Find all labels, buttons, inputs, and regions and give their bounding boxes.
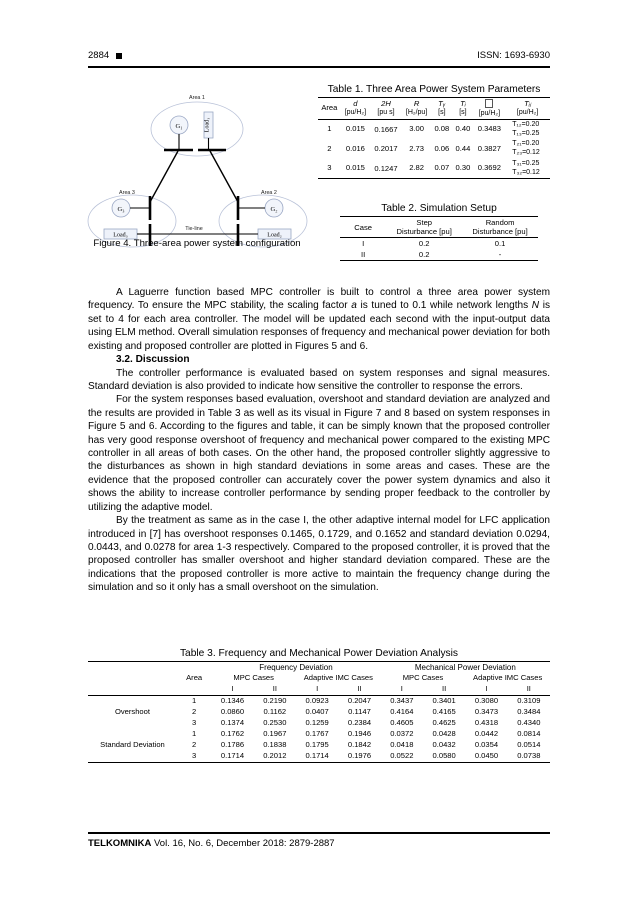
t3-cell: 0.0372 xyxy=(390,729,414,739)
table-row xyxy=(340,238,538,250)
paragraph-4: By the treatment as same as in the case I, the other adaptive internal model for LFC application introduced in [7] has overshoot responses 0.1465, 0.1729, and 0.1652 and standard deviation 0.0294, 0.0443, and 0.0278 for area 1-3 respectively. Compared to the proposed controller, it is proved that the proposed controller has smaller overshoot and higher standard deviation compared. These are the indications that the proposed controller is more active to maintain the frequency change during the simulation and so it only has a small overshoot on the simulation. xyxy=(88,515,550,594)
t3-spacer-5 xyxy=(177,684,211,695)
t3-cell: 0.2047 xyxy=(347,696,372,706)
t3-cell: 0.0432 xyxy=(432,740,456,750)
t3-group-frequency: Frequency Deviation xyxy=(211,662,380,674)
t1-r: 2.82 xyxy=(402,159,431,179)
t1-tg: 0.06 xyxy=(434,143,450,153)
t3-cell: 0.1976 xyxy=(338,751,380,762)
t1-tie: T₂₁=0.20 T₂₃=0.12 xyxy=(512,140,540,157)
load-2-label: Load₂ xyxy=(267,232,282,239)
area-1-boundary xyxy=(151,102,243,156)
t1-col-area: Area xyxy=(318,98,341,120)
t3-case-2: II xyxy=(254,684,296,695)
table-1-container xyxy=(318,84,550,179)
t1-beta: 0.3827 xyxy=(477,143,501,153)
t3-cell: 0.2012 xyxy=(254,751,296,762)
table-row xyxy=(318,159,550,179)
t3-case-6: II xyxy=(423,684,465,695)
load-1-label: Load₁ xyxy=(204,117,211,133)
t1-col-tie: Tᵢⱼ [pu/H₂] xyxy=(505,98,550,120)
t3-case-8: II xyxy=(508,684,550,695)
t3-spacer-2 xyxy=(177,662,211,674)
tie-line-label: Tie-line xyxy=(185,226,203,232)
t3-spacer-6 xyxy=(88,696,177,707)
t3-cell: 0.3484 xyxy=(517,707,541,717)
t3-case-1: I xyxy=(211,684,253,695)
t3-cell: 0.3109 xyxy=(517,696,541,706)
t3-cell: 0.4165 xyxy=(432,707,456,717)
t3-cell: 0.4318 xyxy=(474,718,499,728)
t3-cell: 0.0354 xyxy=(474,740,499,750)
t3-cell: 0.1714 xyxy=(211,751,253,762)
table-row xyxy=(318,139,550,159)
t1-area: 2 xyxy=(327,143,332,153)
table-2-container xyxy=(340,203,538,261)
t3-cell: 0.0442 xyxy=(474,729,499,739)
t1-tt: 0.44 xyxy=(455,143,471,153)
page-number: 2884 xyxy=(88,50,110,61)
t3-area: 2 xyxy=(192,740,197,750)
t1-2h: 0.1247 xyxy=(370,159,402,179)
t1-2h: 0.1667 xyxy=(374,124,398,134)
t3-col-area: Area xyxy=(186,673,203,683)
t3-cell: 0.3473 xyxy=(474,707,499,717)
t3-area: 2 xyxy=(192,707,197,717)
t3-spacer-1 xyxy=(88,662,177,674)
t3-spacer-4 xyxy=(88,684,177,695)
t1-area: 1 xyxy=(327,124,332,134)
t1-col-2h: 2H [pu s] xyxy=(370,98,402,120)
t3-cell: 0.1842 xyxy=(347,740,372,750)
t1-2h: 0.2017 xyxy=(374,144,398,154)
t1-col-tg: Tᵧ [s] xyxy=(431,98,452,120)
t3-cell: 0.0923 xyxy=(305,696,329,706)
tie-line-1-2 xyxy=(210,151,238,202)
table-3-sub-header-row xyxy=(88,673,550,684)
page-footer xyxy=(88,838,550,849)
generator-2-label: G₂ xyxy=(270,206,278,213)
t2-case: II xyxy=(340,249,386,261)
t1-col-d: d [pu/H₂] xyxy=(341,98,370,120)
t3-cell: 0.1786 xyxy=(220,740,245,750)
t3-cell: 0.1795 xyxy=(305,740,329,750)
table-row xyxy=(88,696,550,707)
table-row xyxy=(318,119,550,139)
t1-tt: 0.30 xyxy=(452,159,473,179)
t3-spacer-7 xyxy=(88,718,177,729)
table-3-group-header-row xyxy=(88,662,550,674)
table-row xyxy=(88,740,550,751)
t2-random: 0.1 xyxy=(494,239,506,249)
table-3-container xyxy=(88,648,550,763)
t3-area: 3 xyxy=(177,751,211,762)
t1-tg: 0.08 xyxy=(434,124,450,134)
t3-cell: 0.1374 xyxy=(220,718,245,728)
t3-area: 1 xyxy=(192,729,197,739)
area-2-label: Area 2 xyxy=(261,190,277,196)
t3-cell: 0.4625 xyxy=(432,718,456,728)
t3-cell: 0.2190 xyxy=(263,696,287,706)
variable-n: N xyxy=(531,300,540,312)
t3-area: 1 xyxy=(192,696,197,706)
t3-case-3: I xyxy=(296,684,338,695)
table-row xyxy=(88,718,550,729)
header-divider xyxy=(88,66,550,68)
figure-4-caption: Figure 4. Three-area power system configuration xyxy=(93,238,301,249)
t3-case-7: I xyxy=(465,684,507,695)
t3-cell: 0.0514 xyxy=(517,740,541,750)
t3-cell: 0.3080 xyxy=(474,696,499,706)
journal-name: TELKOMNIKA xyxy=(88,838,152,849)
missing-glyph-icon xyxy=(474,99,504,110)
t3-section-label-standard-deviation: Standard Deviation xyxy=(100,740,165,750)
t3-cell: 0.2530 xyxy=(263,718,287,728)
paragraph-1: A Laguerre function based MPC controller is built to control a three area power system frequency. To ensure the MPC stability, the scaling factor a is tuned to 0.1 while network lengths N is set to 4 for each area controller. The model will be updated each second with the input-output data using ELM method. Overall simulation responses of frequency and mechanical power deviation for both existing and proposed controller are plotted in Figures 5 and 6. xyxy=(88,287,551,352)
area-3-label: Area 3 xyxy=(119,190,135,196)
t1-d: 0.016 xyxy=(345,143,365,153)
t1-tie: T₁₂=0.20 T₁₃=0.25 xyxy=(512,120,540,137)
t3-cell: 0.1767 xyxy=(305,729,329,739)
t3-cell: 0.0522 xyxy=(381,751,423,762)
t1-d: 0.015 xyxy=(341,159,370,179)
t3-area: 3 xyxy=(192,718,197,728)
t2-step: 0.2 xyxy=(386,249,462,261)
table-1-header-row xyxy=(318,98,550,120)
t3-cell: 0.1259 xyxy=(305,718,329,728)
t1-col-beta: [pu/H₂] xyxy=(473,98,505,120)
t2-step: 0.2 xyxy=(418,239,430,249)
t1-area: 3 xyxy=(318,159,341,179)
body-text xyxy=(88,286,550,595)
t3-sub-imc-freq: Adaptive IMC Cases xyxy=(303,673,373,683)
t3-sub-imc-mech: Adaptive IMC Cases xyxy=(473,673,543,683)
generator-3-label: G₃ xyxy=(117,206,125,213)
t1-tt: 0.40 xyxy=(455,124,471,134)
t1-r: 3.00 xyxy=(409,124,424,134)
t3-cell: 0.1346 xyxy=(220,696,245,706)
table-1-title: Table 1. Three Area Power System Parameters xyxy=(327,84,541,95)
t3-cell: 0.2384 xyxy=(347,718,372,728)
t2-case: I xyxy=(362,239,365,249)
section-heading-discussion: 3.2. Discussion xyxy=(116,354,190,366)
t3-cell: 0.0580 xyxy=(423,751,465,762)
table-row xyxy=(88,729,550,740)
t1-col-tt: Tᵢ [s] xyxy=(452,98,473,120)
t3-section-label-overshoot: Overshoot xyxy=(114,707,150,717)
t3-cell: 0.1147 xyxy=(348,707,371,717)
t3-group-mechanical: Mechanical Power Deviation xyxy=(381,662,550,674)
table-row xyxy=(340,249,538,261)
issn-label: ISSN: 1693-6930 xyxy=(477,50,550,61)
t2-col-case: Case xyxy=(340,217,386,238)
t3-cell: 0.1162 xyxy=(263,707,287,717)
table-3-title: Table 3. Frequency and Mechanical Power Deviation Analysis xyxy=(179,648,459,659)
t3-cell: 0.0428 xyxy=(432,729,456,739)
variable-a: a xyxy=(351,300,357,312)
t3-cell: 0.1714 xyxy=(296,751,338,762)
t3-cell: 0.0418 xyxy=(390,740,414,750)
t3-cell: 0.0860 xyxy=(220,707,245,717)
t1-col-r: R [H₂/pu] xyxy=(402,98,431,120)
t3-cell: 0.0407 xyxy=(305,707,329,717)
t1-beta: 0.3692 xyxy=(473,159,505,179)
paragraph-3: For the system responses based evaluation, overshoot and standard deviation are analyzed and the results are provided in Table 3 as well as its visual in Figure 7 and 8 based on system responses in Figure 5 and 6. According to the figures and table, it can be simply known that the proposed controller has very good response overshoot of frequency and mechanical power compared to the existing MPC controller in all areas of both cases. On the other hand, the proposed controller slightly aggressive to the disturbances as shown in high standard deviations in some areas and cases. These are the evidence that the proposed controller can accurately cover the power system dynamics and also it shows the ability to increase controller performance by sending proper feedback to the controller by utilizing the adaptive model. xyxy=(88,394,550,513)
tie-line-1-3 xyxy=(150,151,178,202)
t3-cell: 0.3401 xyxy=(432,696,456,706)
t3-spacer-9 xyxy=(88,751,177,762)
t3-cell: 0.1967 xyxy=(263,729,287,739)
journal-info: Vol. 16, No. 6, December 2018: 2879-2887 xyxy=(153,838,335,849)
t3-spacer-3 xyxy=(88,673,177,684)
t3-cell: 0.1946 xyxy=(347,729,372,739)
table-3 xyxy=(88,661,550,763)
t3-cell: 0.1762 xyxy=(220,729,245,739)
load-3-label: Load₃ xyxy=(113,232,128,239)
t3-sub-mpc-mech: MPC Cases xyxy=(402,673,444,683)
table-1 xyxy=(318,97,550,179)
t1-tie: T₃₁=0.25 T₃₂=0.12 xyxy=(505,159,550,179)
table-row xyxy=(88,751,550,762)
t3-cell: 0.1838 xyxy=(263,740,287,750)
t3-cell: 0.0738 xyxy=(508,751,550,762)
paragraph-2: The controller performance is evaluated based on system responses and signal measures. Standard deviation is also provided to indicate how sensitive the controller to response the errors. xyxy=(88,367,550,392)
footer-divider xyxy=(88,832,550,834)
generator-1-label: G₁ xyxy=(175,123,183,130)
page-header xyxy=(88,50,550,61)
t3-cell: 0.3437 xyxy=(390,696,414,706)
table-3-case-header-row xyxy=(88,684,550,695)
square-bullet-icon xyxy=(116,53,122,59)
t2-col-step: Step Disturbance [pu] xyxy=(386,217,462,238)
t2-random: - xyxy=(462,249,538,261)
t1-tg: 0.07 xyxy=(431,159,452,179)
t3-cell: 0.4340 xyxy=(517,718,541,728)
area-1-label: Area 1 xyxy=(189,95,205,101)
t3-cell: 0.0450 xyxy=(465,751,507,762)
t3-case-5: I xyxy=(381,684,423,695)
table-2-header-row xyxy=(340,217,538,238)
table-row xyxy=(88,707,550,718)
header-left xyxy=(88,50,122,61)
t1-r: 2.73 xyxy=(409,143,424,153)
t1-beta: 0.3483 xyxy=(477,124,501,134)
t3-cell: 0.4605 xyxy=(390,718,414,728)
t3-cell: 0.0814 xyxy=(517,729,541,739)
table-2-title: Table 2. Simulation Setup xyxy=(381,203,497,214)
table-2 xyxy=(340,216,538,261)
t2-col-random: Random Disturbance [pu] xyxy=(462,217,538,238)
t1-d: 0.015 xyxy=(345,124,365,134)
t3-case-4: II xyxy=(338,684,380,695)
t3-sub-mpc-freq: MPC Cases xyxy=(233,673,274,683)
t3-spacer-8 xyxy=(88,729,177,740)
t3-cell: 0.4164 xyxy=(390,707,414,717)
